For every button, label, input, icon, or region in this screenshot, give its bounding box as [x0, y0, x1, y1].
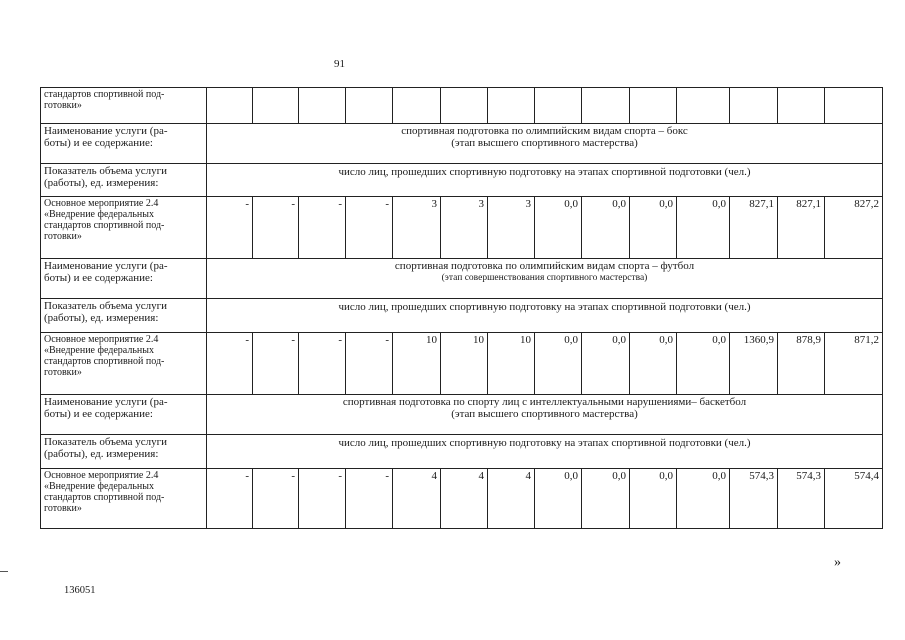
- table-row-service: [41, 124, 883, 164]
- value-cell: 827,1: [730, 197, 778, 259]
- table-row-service: [41, 259, 883, 299]
- value-cell: 0,0: [582, 469, 630, 529]
- value-cell: 574,4: [825, 469, 883, 529]
- value-cell: 0,0: [630, 469, 677, 529]
- value-cell: -: [299, 197, 346, 259]
- value-cell: 3: [488, 197, 535, 259]
- value-cell: 0,0: [677, 333, 730, 395]
- indicator-text: число лиц, прошедших спортивную подготовку на этапах спортивной подготовки (чел.): [207, 164, 883, 197]
- closing-quote: »: [834, 555, 841, 570]
- value-cell: 3: [441, 197, 488, 259]
- row-label: стандартов спортивной под- готовки»: [41, 88, 207, 124]
- value-cell: -: [253, 197, 299, 259]
- value-cell: 4: [488, 469, 535, 529]
- document-code: 136051: [64, 585, 96, 596]
- value-cell: 0,0: [582, 333, 630, 395]
- table-row-data: [41, 333, 883, 395]
- value-cell: 574,3: [730, 469, 778, 529]
- value-cell: [488, 88, 535, 124]
- service-stage: (этап совершенствования спортивного мастерства): [441, 273, 648, 283]
- table-row-service: [41, 395, 883, 435]
- table-row-indicator: [41, 435, 883, 469]
- value-cell: -: [346, 333, 393, 395]
- value-cell: -: [207, 469, 253, 529]
- row-label: Показатель объема услуги (работы), ед. измерения:: [41, 299, 207, 333]
- value-cell: 0,0: [630, 197, 677, 259]
- value-cell: 0,0: [630, 333, 677, 395]
- page-number: 91: [334, 58, 345, 70]
- value-cell: -: [253, 333, 299, 395]
- program-table: [40, 87, 883, 529]
- indicator-text: число лиц, прошедших спортивную подготовку на этапах спортивной подготовки (чел.): [207, 435, 883, 469]
- table-row-data: [41, 197, 883, 259]
- row-label: Основное мероприятие 2.4 «Внедрение федеральных стандартов спортивной под- готовки»: [41, 469, 207, 529]
- value-cell: [253, 88, 299, 124]
- value-cell: [582, 88, 630, 124]
- row-label: Наименование услуги (ра- боты) и ее содержание:: [41, 259, 207, 299]
- value-cell: 0,0: [535, 469, 582, 529]
- value-cell: -: [299, 469, 346, 529]
- value-cell: 0,0: [677, 197, 730, 259]
- value-cell: [535, 88, 582, 124]
- value-cell: 0,0: [535, 197, 582, 259]
- service-content: [207, 259, 883, 299]
- value-cell: 4: [441, 469, 488, 529]
- indicator-text: число лиц, прошедших спортивную подготовку на этапах спортивной подготовки (чел.): [207, 299, 883, 333]
- value-cell: [207, 88, 253, 124]
- value-cell: [299, 88, 346, 124]
- value-cell: [630, 88, 677, 124]
- value-cell: [677, 88, 730, 124]
- table-row-data: [41, 469, 883, 529]
- value-cell: 10: [393, 333, 441, 395]
- table-row-indicator: [41, 299, 883, 333]
- margin-mark: [0, 571, 8, 572]
- value-cell: 0,0: [677, 469, 730, 529]
- value-cell: 0,0: [535, 333, 582, 395]
- value-cell: 4: [393, 469, 441, 529]
- value-cell: -: [299, 333, 346, 395]
- value-cell: [730, 88, 778, 124]
- value-cell: [393, 88, 441, 124]
- service-name: спортивная подготовка по олимпийским видам спорта – бокс: [401, 125, 688, 137]
- row-label: Показатель объема услуги (работы), ед. измерения:: [41, 435, 207, 469]
- value-cell: -: [207, 333, 253, 395]
- value-cell: [441, 88, 488, 124]
- row-label: Наименование услуги (ра- боты) и ее содержание:: [41, 124, 207, 164]
- value-cell: [825, 88, 883, 124]
- value-cell: -: [346, 469, 393, 529]
- value-cell: 3: [393, 197, 441, 259]
- value-cell: 827,2: [825, 197, 883, 259]
- row-label: Основное мероприятие 2.4 «Внедрение федеральных стандартов спортивной под- готовки»: [41, 333, 207, 395]
- service-name: спортивная подготовка по спорту лиц с интеллектуальными нарушениями– баскетбол: [342, 396, 747, 408]
- value-cell: 827,1: [778, 197, 825, 259]
- value-cell: 0,0: [582, 197, 630, 259]
- value-cell: 10: [441, 333, 488, 395]
- service-content: [207, 124, 883, 164]
- table-row-data: [41, 88, 883, 124]
- table-row-indicator: [41, 164, 883, 197]
- value-cell: 1360,9: [730, 333, 778, 395]
- value-cell: 871,2: [825, 333, 883, 395]
- value-cell: [346, 88, 393, 124]
- row-label: Наименование услуги (ра- боты) и ее содержание:: [41, 395, 207, 435]
- service-stage: (этап высшего спортивного мастерства): [451, 408, 638, 420]
- value-cell: -: [346, 197, 393, 259]
- value-cell: -: [207, 197, 253, 259]
- service-content: [207, 395, 883, 435]
- value-cell: 10: [488, 333, 535, 395]
- value-cell: 574,3: [778, 469, 825, 529]
- value-cell: [778, 88, 825, 124]
- service-name: спортивная подготовка по олимпийским видам спорта – футбол: [394, 260, 695, 272]
- value-cell: -: [253, 469, 299, 529]
- row-label: Основное мероприятие 2.4 «Внедрение федеральных стандартов спортивной под- готовки»: [41, 197, 207, 259]
- value-cell: 878,9: [778, 333, 825, 395]
- row-label: Показатель объема услуги (работы), ед. измерения:: [41, 164, 207, 197]
- service-stage: (этап высшего спортивного мастерства): [451, 137, 638, 149]
